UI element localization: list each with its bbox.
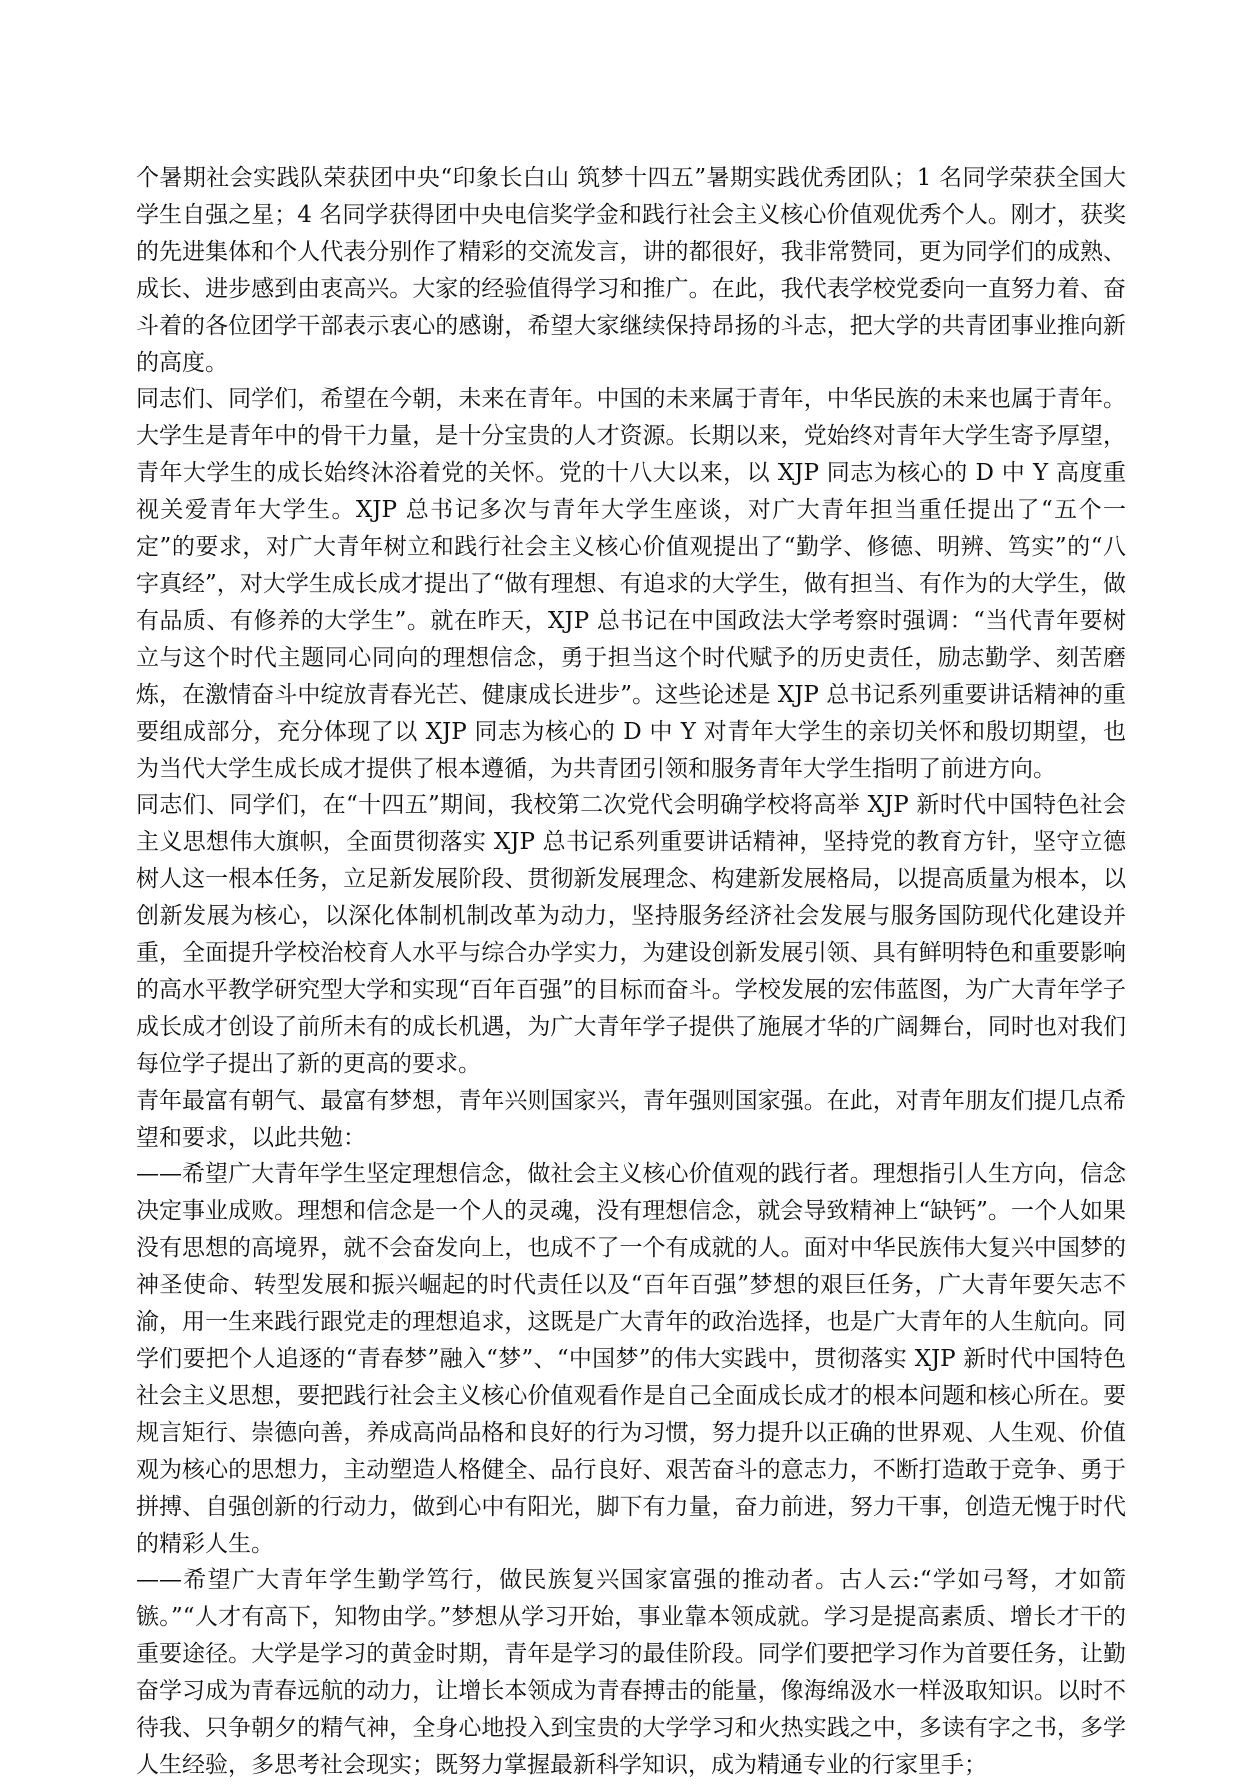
paragraph-youth-future: 同志们、同学们，希望在今朝，未来在青年。中国的未来属于青年，中华民族的未来也属于青年。大学生是青年中的骨干力量，是十分宝贵的人才资源。长期以来，党始终对青年大学生寄予厚望，青年大学生的成长始终沐浴着党的关怀。党的十八大以来，以 XJP 同志为核心的 D 中 Y 高度重视关爱青年大学生。XJP 总书记多次与青年大学生座谈，对广大青年担当重任提出了“五个一定”的要求，对广大青年树立和践行社会主义核心价值观提出了“勤学、修德、明辨、笃实”的“八字真经”，对大学生成长成才提出了“做有理想、有追求的大学生，做有担当、有作为的大学生，做有品质、有修养的大学生”。就在昨天，XJP 总书记在中国政法大学考察时强调：“当代青年要树立与这个时代主题同心同向的理想信念，勇于担当这个时代赋予的历史责任，励志勤学、刻苦磨炼，在激情奋斗中绽放青春光芒、健康成长进步”。这些论述是 XJP 总书记系列重要讲话精神的重要组成部分，充分体现了以 XJP 同志为核心的 D 中 Y 对青年大学生的亲切关怀和殷切期望，也为当代大学生成长成才提供了根本遵循，为共青团引领和服务青年大学生指明了前进方向。 bbox=[136, 386, 1126, 782]
paragraph-hope-study: ——希望广大青年学生勤学笃行，做民族复兴国家富强的推动者。古人云:“学如弓弩，才如箭镞。”“人才有高下，知物由学。”梦想从学习开始，事业靠本领成就。学习是提高素质、增长才干的重要途径。大学是学习的黄金时期，青年是学习的最佳阶段。同学们要把学习作为首要任务，让勤奋学习成为青春远航的动力，让增长本领成为青春搏击的能量，像海绵汲水一样汲取知识。以时不待我、只争朝夕的精气神，全身心地投入到宝贵的大学学习和火热实践之中，多读有字之书，多学人生经验，多思考社会现实；既努力掌握最新科学知识，成为精通专业的行家里手； bbox=[136, 1567, 1126, 1778]
paragraph-fourteenth-five-year: 同志们、同学们，在“十四五”期间，我校第二次党代会明确学校将高举 XJP 新时代中国特色社会主义思想伟大旗帜，全面贯彻落实 XJP 总书记系列重要讲话精神，坚持党的教育方针，坚守立德树人这一根本任务，立足新发展阶段、贯彻新发展理念、构建新发展格局，以提高质量为根本，以创新发展为核心，以深化体制机制改革为动力，坚持服务经济社会发展与服务国防现代化建设并重，全面提升学校治校育人水平与综合办学实力，为建设创新发展引领、具有鲜明特色和重要影响的高水平教学研究型大学和实现“百年百强”的目标而奋斗。学校发展的宏伟蓝图，为广大青年学子成长成才创设了前所未有的成长机遇，为广大青年学子提供了施展才华的广阔舞台，同时也对我们每位学子提出了新的更高的要求。 bbox=[136, 792, 1126, 1077]
paragraph-award-summary: 个暑期社会实践队荣获团中央“印象长白山 筑梦十四五”暑期实践优秀团队；1 名同学荣获全国大学生自强之星；4 名同学获得团中央电信奖学金和践行社会主义核心价值观优秀个人。刚才，获奖的先进集体和个人代表分别作了精彩的交流发言，讲的都很好，我非常赞同，更为同学们的成熟、成长、进步感到由衷高兴。大家的经验值得学习和推广。在此，我代表学校党委向一直努力着、奋斗着的各位团学干部表示衷心的感谢，希望大家继续保持昂扬的斗志，把大学的共青团事业推向新的高度。 bbox=[136, 165, 1126, 376]
document-page bbox=[136, 160, 1126, 1784]
paragraph-hopes-intro: 青年最富有朝气、最富有梦想，青年兴则国家兴，青年强则国家强。在此，对青年朋友们提几点希望和要求，以此共勉： bbox=[136, 1087, 1126, 1151]
paragraph-hope-ideals: ——希望广大青年学生坚定理想信念，做社会主义核心价值观的践行者。理想指引人生方向，信念决定事业成败。理想和信念是一个人的灵魂，没有理想信念，就会导致精神上“缺钙”。一个人如果没有思想的高境界，就不会奋发向上，也成不了一个有成就的人。面对中华民族伟大复兴中国梦的神圣使命、转型发展和振兴崛起的时代责任以及“百年百强”梦想的艰巨任务，广大青年要矢志不渝，用一生来践行跟党走的理想追求，这既是广大青年的政治选择，也是广大青年的人生航向。同学们要把个人追逐的“青春梦”融入“梦”、“中国梦”的伟大实践中，贯彻落实 XJP 新时代中国特色社会主义思想，要把践行社会主义核心价值观看作是自己全面成长成才的根本问题和核心所在。要规言矩行、崇德向善，养成高尚品格和良好的行为习惯，努力提升以正确的世界观、人生观、价值观为核心的思想力，主动塑造人格健全、品行良好、艰苦奋斗的意志力，不断打造敢于竞争、勇于拼搏、自强创新的行动力，做到心中有阳光，脚下有力量，奋力前进，努力干事，创造无愧于时代的精彩人生。 bbox=[136, 1161, 1126, 1557]
